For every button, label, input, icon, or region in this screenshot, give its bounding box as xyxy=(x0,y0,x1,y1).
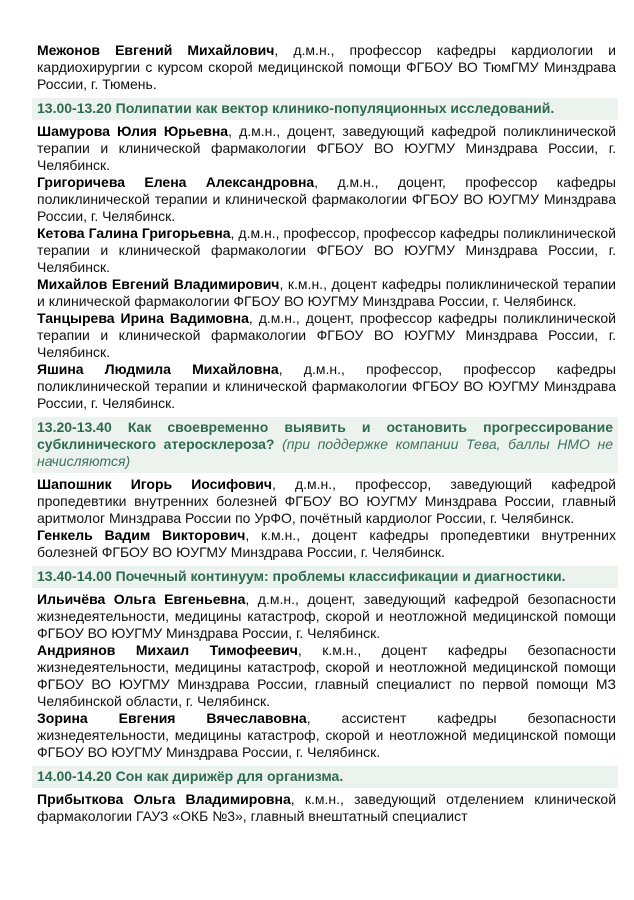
session-header xyxy=(32,98,618,120)
speaker-details: , к.м.н., заведующий отделением клинической фармакологии ГАУЗ «ОКБ №3», главный внештатный специалист xyxy=(37,791,617,824)
speaker-details: , ассистент кафедры безопасности жизнедеятельности, медицины катастроф, скорой и неотложной медицинской помощи ФГБОУ ВО ЮУГМУ Минздрава России, г. Челябинск. xyxy=(37,710,616,760)
speaker-details: , д.м.н., профессор, профессор кафедры поликлинической терапии и клинической фармакологии ФГБОУ ВО ЮУГМУ Минздрава России, г. Челябинск. xyxy=(37,225,616,275)
session-title: Почечный континуум: проблемы классификации и диагностики. xyxy=(115,568,566,584)
session-time: 14.00-14.20 xyxy=(37,768,112,784)
speaker-entry xyxy=(37,527,616,561)
speaker-entry xyxy=(37,123,616,174)
speaker-details: , д.м.н., доцент, заведующий кафедрой поликлинической терапии и клинической фармакологии ФГБОУ ВО ЮУГМУ Минздрава России, г. Челябинск. xyxy=(37,123,616,173)
speaker-entry xyxy=(37,642,616,710)
speaker-details: , д.м.н., профессор кафедры кардиологии и кардиохирургии с курсом скорой медицинской помощи ФГБОУ ВО ТюмГМУ Минздрава России, г. Тюмень. xyxy=(37,42,616,92)
speaker-name: Генкель Вадим Викторович xyxy=(37,527,246,543)
speaker-entry xyxy=(37,225,616,276)
session-title: Полипатии как вектор клинико-популяционных исследований. xyxy=(115,100,555,116)
program-list xyxy=(37,42,616,825)
speaker-name: Зорина Евгения Вячеславовна xyxy=(37,710,307,726)
speaker-details: , д.м.н., профессор, профессор кафедры поликлинической терапии и клинической фармакологии ФГБОУ ВО ЮУГМУ Минздрава России, г. Челябинск. xyxy=(37,361,616,411)
speaker-name: Прибыткова Ольга Владимировна xyxy=(37,791,291,807)
speaker-name: Андриянов Михаил Тимофеевич xyxy=(37,642,298,658)
session-time: 13.20-13.40 xyxy=(37,419,112,435)
speaker-details: , д.м.н., доцент, заведующий кафедрой безопасности жизнедеятельности, медицины катастроф, скорой и неотложной медицинской помощи ФГБОУ ВО ЮУГМУ Минздрава России, г. Челябинск. xyxy=(37,591,616,641)
speaker-name: Шамурова Юлия Юрьевна xyxy=(37,123,229,139)
session-note: (при поддержке компании Тева, баллы НМО не начисляются) xyxy=(37,436,614,469)
speaker-name: Михайлов Евгений Владимирович xyxy=(37,276,280,292)
speaker-name: Межонов Евгений Михайлович xyxy=(37,42,275,58)
speaker-details: , д.м.н., доцент, профессор кафедры поликлинической терапии и клинической фармакологии ФГБОУ ВО ЮУГМУ Минздрава России, г. Челябинск. xyxy=(37,174,616,224)
session-title: Сон как дирижёр для организма. xyxy=(115,768,344,784)
session-title: Как своевременно выявить и остановить прогрессирование субклинического атеросклероза? xyxy=(37,419,613,452)
speaker-entry xyxy=(37,276,616,310)
speaker-entry xyxy=(37,174,616,225)
speaker-details: , к.м.н., доцент кафедры поликлинической терапии и клинической фармакологии ФГБОУ ВО ЮУГМУ Минздрава России, г. Челябинск. xyxy=(37,276,616,309)
speaker-details: , д.м.н., доцент, профессор кафедры поликлинической терапии и клинической фармакологии ФГБОУ ВО ЮУГМУ Минздрава России, г. Челябинск. xyxy=(37,310,616,360)
speaker-entry xyxy=(37,310,616,361)
session-time: 13.00-13.20 xyxy=(37,100,112,116)
speaker-name: Танцырева Ирина Вадимовна xyxy=(37,310,249,326)
session-header xyxy=(32,417,618,473)
speaker-name: Яшина Людмила Михайловна xyxy=(37,361,279,377)
speaker-details: , д.м.н., профессор, заведующий кафедрой пропедевтики внутренних болезней ФГБОУ ВО ЮУГМУ Минздрава России, главный аритмолог Минздрава России по УрФО, почётный кардиолог России, г. Челябинск. xyxy=(37,476,616,526)
speaker-entry xyxy=(37,361,616,412)
speaker-entry xyxy=(37,42,616,93)
speaker-name: Григоричева Елена Александровна xyxy=(37,174,315,190)
speaker-details: , к.м.н., доцент кафедры пропедевтики внутренних болезней ФГБОУ ВО ЮУГМУ Минздрава России, г. Челябинск. xyxy=(37,527,616,560)
speaker-entry xyxy=(37,710,616,761)
speaker-entry xyxy=(37,791,616,825)
session-time: 13.40-14.00 xyxy=(37,568,112,584)
session-header xyxy=(32,566,618,588)
speaker-entry xyxy=(37,476,616,527)
speaker-name: Кетова Галина Григорьевна xyxy=(37,225,231,241)
speaker-details: , к.м.н., доцент кафедры безопасности жизнедеятельности, медицины катастроф, скорой и неотложной медицинской помощи ФГБОУ ВО ЮУГМУ Минздрава России, главный специалист по первой помощи МЗ Челябинской области, г. Челябинск. xyxy=(37,642,616,709)
speaker-entry xyxy=(37,591,616,642)
session-header xyxy=(32,766,618,788)
speaker-name: Ильичёва Ольга Евгеньевна xyxy=(37,591,246,607)
speaker-name: Шапошник Игорь Иосифович xyxy=(37,476,272,492)
